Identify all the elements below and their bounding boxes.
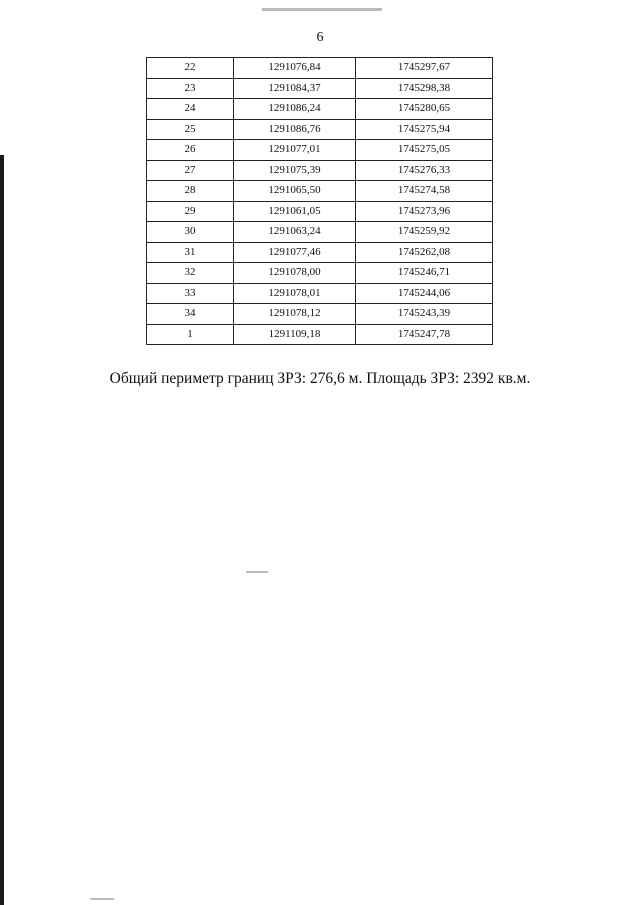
table-row bbox=[147, 119, 493, 140]
y-coordinate-cell: 1745274,58 bbox=[356, 181, 493, 202]
y-coordinate-cell: 1745259,92 bbox=[356, 222, 493, 243]
coordinates-table bbox=[146, 57, 493, 345]
x-coordinate-cell: 1291076,84 bbox=[234, 58, 356, 79]
y-coordinate-cell: 1745247,78 bbox=[356, 324, 493, 345]
table-row bbox=[147, 58, 493, 79]
y-coordinate-cell: 1745246,71 bbox=[356, 263, 493, 284]
y-coordinate-cell: 1745298,38 bbox=[356, 78, 493, 99]
scan-noise bbox=[262, 8, 382, 11]
point-number-cell: 26 bbox=[147, 140, 234, 161]
scan-noise bbox=[90, 898, 114, 900]
table-row bbox=[147, 140, 493, 161]
y-coordinate-cell: 1745276,33 bbox=[356, 160, 493, 181]
x-coordinate-cell: 1291077,01 bbox=[234, 140, 356, 161]
scan-edge-bar bbox=[0, 155, 4, 905]
table-row bbox=[147, 263, 493, 284]
table-row bbox=[147, 78, 493, 99]
table-row bbox=[147, 99, 493, 120]
point-number-cell: 24 bbox=[147, 99, 234, 120]
table-row bbox=[147, 160, 493, 181]
x-coordinate-cell: 1291075,39 bbox=[234, 160, 356, 181]
y-coordinate-cell: 1745262,08 bbox=[356, 242, 493, 263]
x-coordinate-cell: 1291084,37 bbox=[234, 78, 356, 99]
y-coordinate-cell: 1745297,67 bbox=[356, 58, 493, 79]
y-coordinate-cell: 1745243,39 bbox=[356, 304, 493, 325]
y-coordinate-cell: 1745244,06 bbox=[356, 283, 493, 304]
x-coordinate-cell: 1291077,46 bbox=[234, 242, 356, 263]
y-coordinate-cell: 1745275,94 bbox=[356, 119, 493, 140]
point-number-cell: 1 bbox=[147, 324, 234, 345]
table-row bbox=[147, 201, 493, 222]
point-number-cell: 28 bbox=[147, 181, 234, 202]
table-row bbox=[147, 304, 493, 325]
table-row bbox=[147, 242, 493, 263]
x-coordinate-cell: 1291086,76 bbox=[234, 119, 356, 140]
point-number-cell: 32 bbox=[147, 263, 234, 284]
x-coordinate-cell: 1291078,12 bbox=[234, 304, 356, 325]
x-coordinate-cell: 1291061,05 bbox=[234, 201, 356, 222]
point-number-cell: 33 bbox=[147, 283, 234, 304]
point-number-cell: 30 bbox=[147, 222, 234, 243]
x-coordinate-cell: 1291063,24 bbox=[234, 222, 356, 243]
x-coordinate-cell: 1291086,24 bbox=[234, 99, 356, 120]
y-coordinate-cell: 1745280,65 bbox=[356, 99, 493, 120]
perimeter-area-summary: Общий периметр границ ЗРЗ: 276,6 м. Площадь ЗРЗ: 2392 кв.м. bbox=[109, 370, 531, 387]
page-number: 6 bbox=[316, 30, 324, 45]
table-row bbox=[147, 283, 493, 304]
point-number-cell: 25 bbox=[147, 119, 234, 140]
x-coordinate-cell: 1291109,18 bbox=[234, 324, 356, 345]
x-coordinate-cell: 1291065,50 bbox=[234, 181, 356, 202]
x-coordinate-cell: 1291078,00 bbox=[234, 263, 356, 284]
point-number-cell: 23 bbox=[147, 78, 234, 99]
y-coordinate-cell: 1745275,05 bbox=[356, 140, 493, 161]
y-coordinate-cell: 1745273,96 bbox=[356, 201, 493, 222]
point-number-cell: 31 bbox=[147, 242, 234, 263]
point-number-cell: 29 bbox=[147, 201, 234, 222]
point-number-cell: 27 bbox=[147, 160, 234, 181]
coordinates-table-body bbox=[147, 58, 493, 345]
x-coordinate-cell: 1291078,01 bbox=[234, 283, 356, 304]
scan-noise bbox=[246, 571, 268, 573]
table-row bbox=[147, 181, 493, 202]
point-number-cell: 34 bbox=[147, 304, 234, 325]
table-row bbox=[147, 222, 493, 243]
table-row bbox=[147, 324, 493, 345]
point-number-cell: 22 bbox=[147, 58, 234, 79]
